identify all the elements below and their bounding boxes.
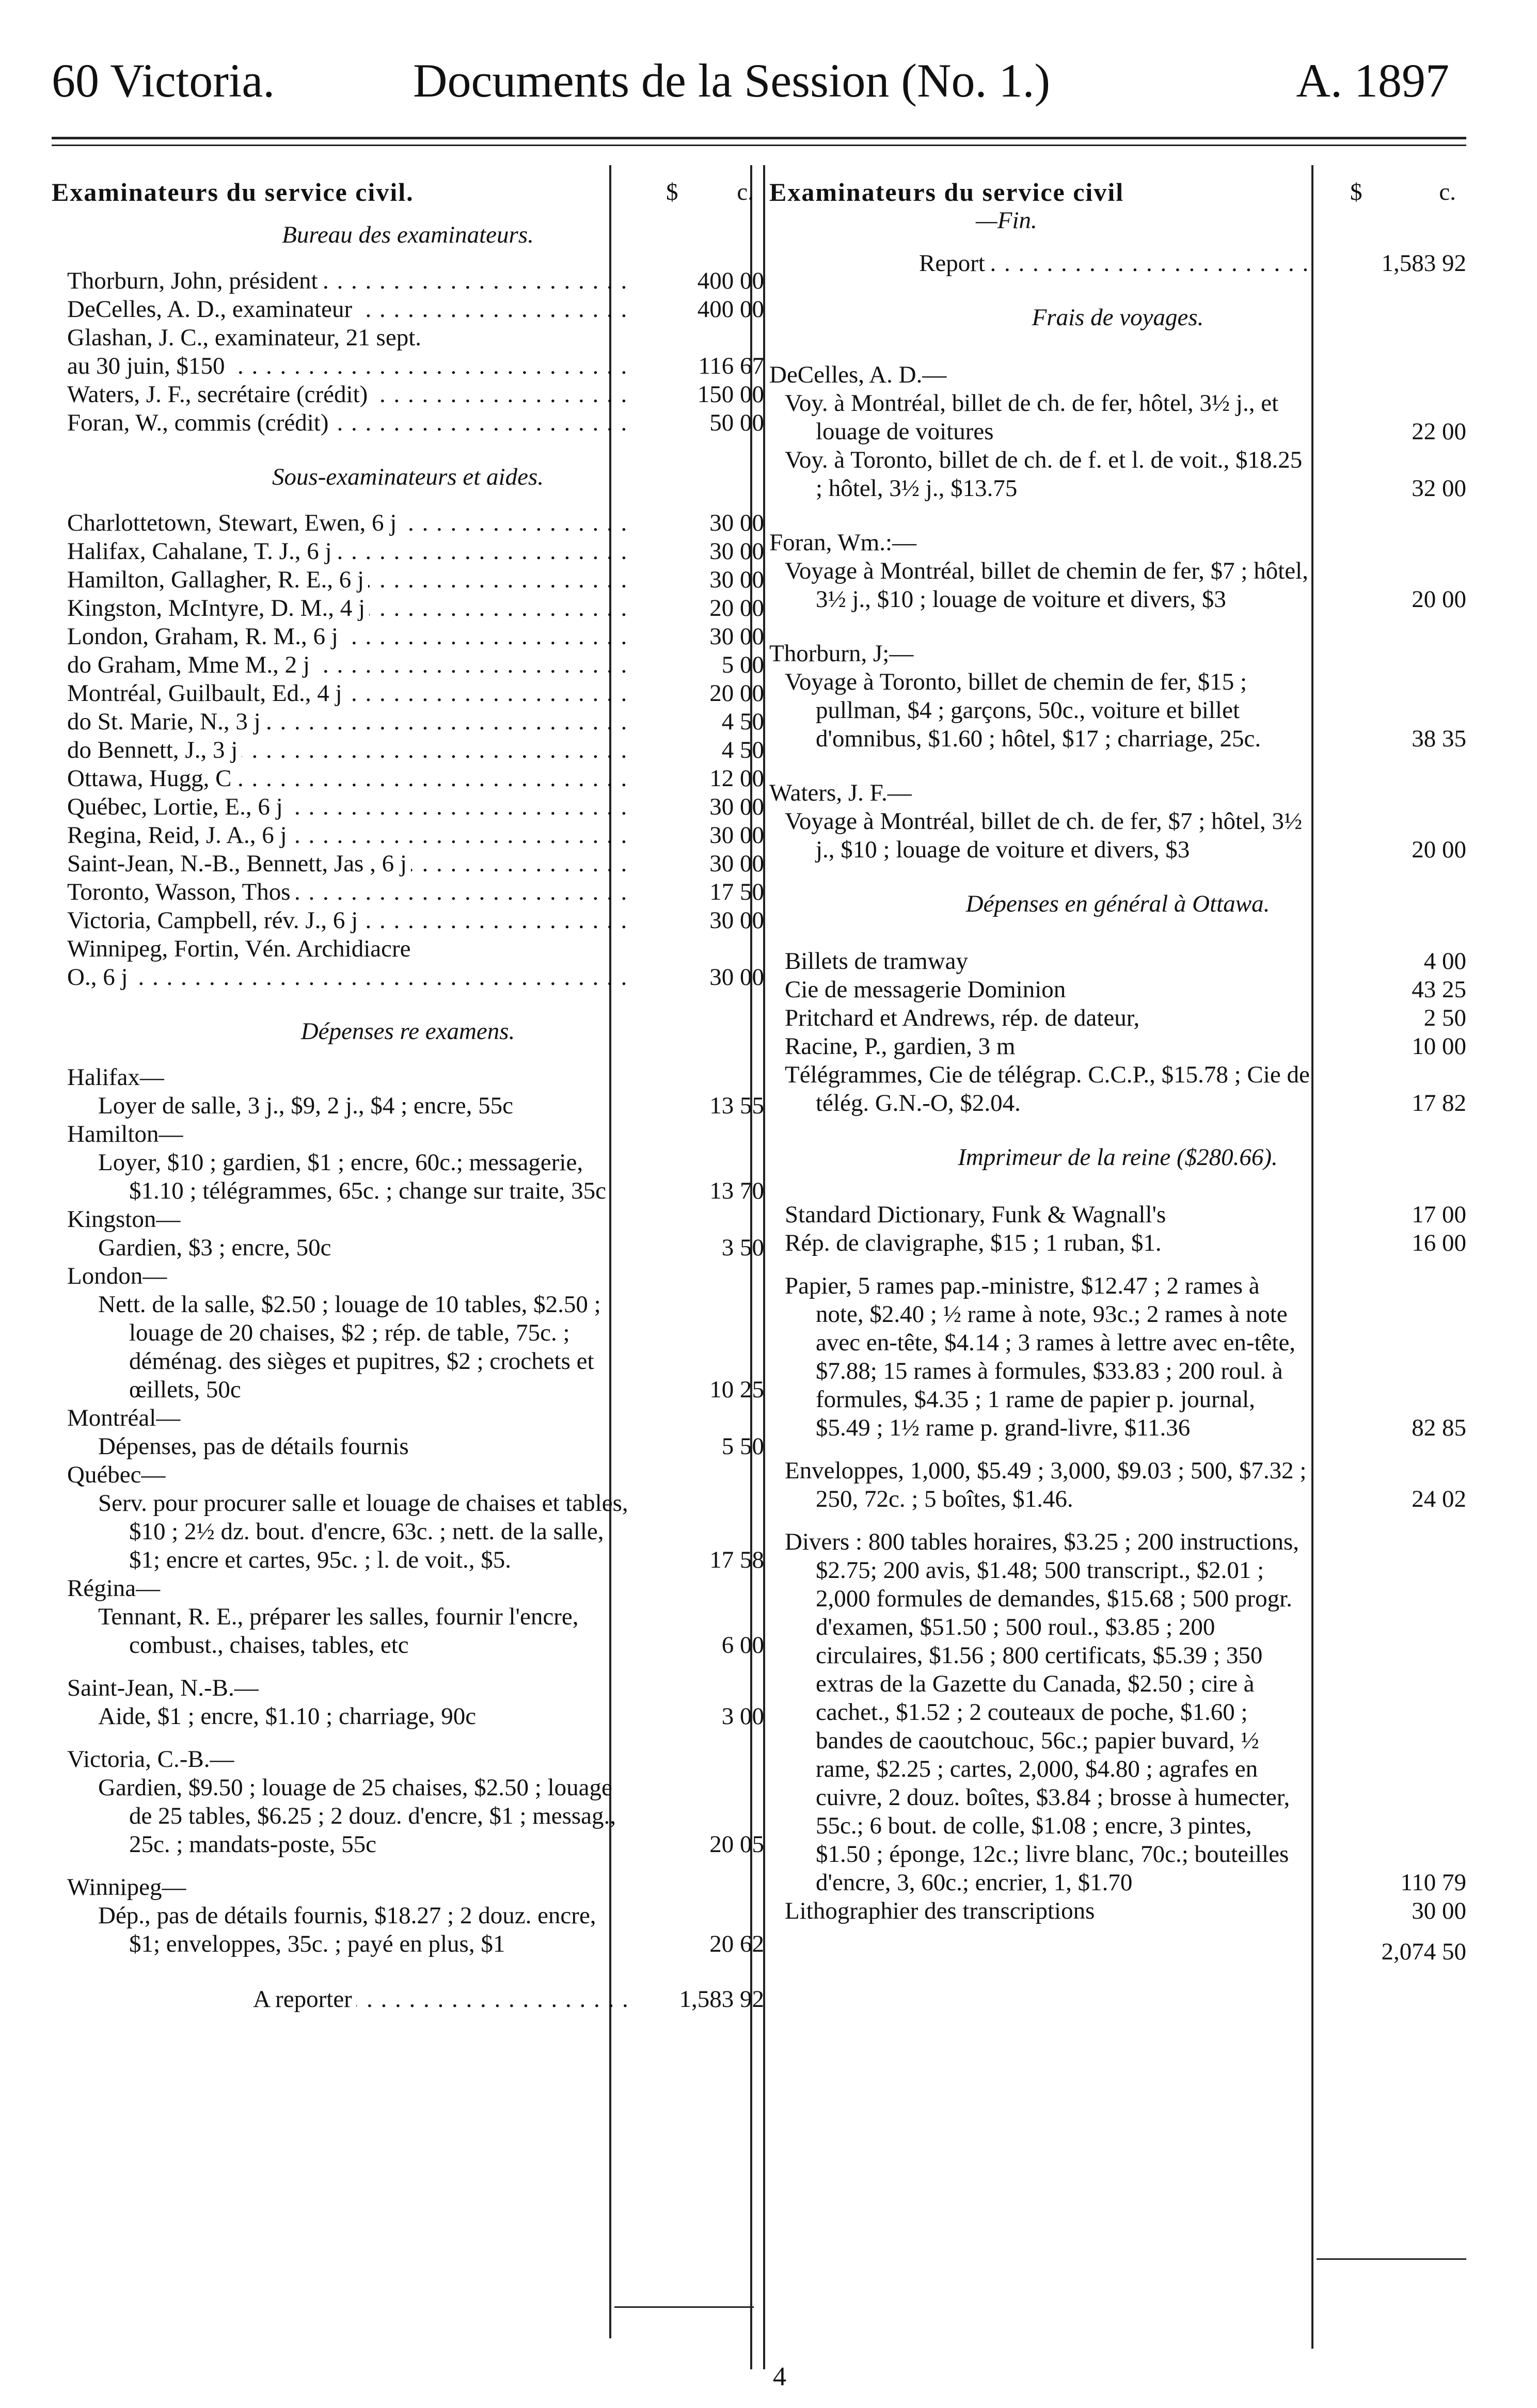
- ledger-row: [769, 389, 1466, 446]
- entry-amount: 30 00: [709, 538, 764, 565]
- entry-amount: 3 00: [721, 1703, 764, 1730]
- entry-description: [67, 566, 630, 594]
- city-name: Kingston—: [67, 1206, 181, 1233]
- entry-text: Hamilton, Gallagher, R. E., 6 j: [67, 566, 368, 593]
- total-text: A reporter: [253, 1986, 356, 2013]
- entry-amount: 30 00: [709, 566, 764, 593]
- spacer: [52, 495, 764, 509]
- entry-text: Waters, J. F., secrétaire (crédit): [67, 381, 372, 408]
- ledger-row: [52, 708, 764, 736]
- spacer: [52, 206, 764, 221]
- spacer: [769, 614, 1466, 640]
- entry-label: Enveloppes, 1,000, $5.49 ; 3,000, $9.03 ; 500, $7.32 ; 250, 72c. ; 5 boîtes, $1.46.: [785, 1457, 1307, 1512]
- entry-description: [67, 708, 630, 736]
- entry-label: Gardien, $3 ; encre, 50c: [98, 1234, 331, 1261]
- entry-text: Québec, Lortie, E., 6 j: [67, 793, 287, 820]
- entry-text: do Bennett, J., 3 j: [67, 737, 242, 763]
- entry-amount: 3 50: [721, 1234, 764, 1261]
- spacer: [769, 1442, 1466, 1457]
- entry-label: Standard Dictionary, Funk & Wagnall's: [785, 1201, 1166, 1228]
- header-rule: [52, 137, 1466, 139]
- subsection-imprimeur: Imprimeur de la reine ($280.66).: [958, 1144, 1278, 1171]
- entry-amount: 30 00: [709, 822, 764, 849]
- entry-amount: 6 00: [721, 1632, 764, 1659]
- entry-label: Papier, 5 rames pap.-ministre, $12.47 ; 2 rames à note, $2.40 ; ½ rame à note, 93c.; 2 rames à note avec en-tête, $4.14 ; 3 rames à lettre avec en-tête, $7.88; 15 rames à formules, $33.83 ; 200 roul. à formules, $4.35 ; 1 rame de papier p. journal, $5.49 ; 1½ rame p. grand-livre, $11.36: [785, 1272, 1296, 1441]
- ledger-row: [769, 1229, 1466, 1257]
- entry-label: [52, 821, 630, 850]
- report-text: Report: [919, 250, 989, 277]
- ledger-row: [52, 651, 764, 679]
- city-name: London—: [67, 1263, 167, 1289]
- entry-description: [67, 793, 630, 821]
- spacer: [769, 1513, 1466, 1528]
- entry-label: Voyage à Montréal, billet de ch. de fer, $7 ; hôtel, 3½ j., $10 ; louage de voiture et divers, $3: [785, 808, 1303, 863]
- entry-label: [52, 566, 630, 594]
- entry-text: Foran, W., commis (crédit): [67, 409, 332, 436]
- entry-label-first-line: Glashan, J. C., examinateur, 21 sept.: [67, 324, 421, 351]
- traveller-name: DeCelles, A. D.—: [769, 361, 947, 388]
- heading-text: Examinateurs du service civil: [769, 178, 1124, 206]
- entry-label: Pritchard et Andrews, rép. de dateur,: [785, 1004, 1140, 1031]
- entry-text: au 30 juin, $150: [67, 353, 229, 379]
- entry-amount: 5 00: [721, 651, 764, 678]
- heading-text: Examinateurs du service civil.: [52, 178, 414, 206]
- entry-amount: 43 25: [1412, 976, 1466, 1003]
- entry-label: Serv. pour procurer salle et louage de chaises et tables, $10 ; 2½ dz. bout. d'encre, 63c. ; nett. de la salle, $1; encre et cartes, 95c. ; l. de voit., $5.: [98, 1490, 628, 1573]
- entry-amount: 30 00: [1412, 1897, 1466, 1924]
- city-name: Hamilton—: [67, 1121, 183, 1147]
- entry-label: [52, 409, 630, 437]
- ledger-row: [52, 623, 764, 651]
- ledger-row: [52, 1603, 764, 1660]
- entry-label: Voy. à Toronto, billet de ch. de f. et l. de voit., $18.25 ; hôtel, 3½ j., $13.75: [785, 446, 1303, 502]
- entry-amount: 50 00: [709, 409, 764, 436]
- ledger-row: [52, 1702, 764, 1731]
- spacer: [52, 1958, 764, 1973]
- spacer: [769, 278, 1466, 304]
- dollar-symbol: $: [666, 179, 678, 205]
- ledger-row: [52, 352, 764, 380]
- ledger-row: [769, 807, 1466, 864]
- entry-description: [67, 906, 630, 935]
- entry-label: Gardien, $9.50 ; louage de 25 chaises, $2.50 ; louage de 25 tables, $6.25 ; 2 douz. d'encre, $1 ; messag., 25c. ; mandats-poste, 55c: [98, 1774, 616, 1858]
- header-right: A. 1897: [1296, 54, 1449, 107]
- spacer: [52, 1731, 764, 1745]
- ledger-row: [769, 668, 1466, 753]
- entry-label: Rép. de clavigraphe, $15 ; 1 ruban, $1.: [785, 1230, 1162, 1256]
- entry-amount: 22 00: [1412, 418, 1466, 445]
- entry-amount: 20 00: [1412, 586, 1466, 613]
- entry-amount: 30 00: [709, 964, 764, 991]
- subsection-voyages: Frais de voyages.: [1032, 304, 1204, 331]
- currency-header: [638, 178, 764, 206]
- ledger-row: [52, 1774, 764, 1859]
- entry-amount: 20 00: [709, 680, 764, 707]
- entry-amount: 82 85: [1412, 1414, 1466, 1441]
- entry-amount: 4 00: [1423, 948, 1466, 975]
- entry-amount: 32 00: [1412, 475, 1466, 502]
- entry-amount: 10 00: [1412, 1033, 1466, 1060]
- ledger-row: [52, 679, 764, 708]
- ledger-row: [52, 566, 764, 594]
- subsection-ottawa: Dépenses en général à Ottawa.: [965, 890, 1270, 917]
- entry-description: [67, 295, 630, 324]
- ledger-row: [769, 1201, 1466, 1229]
- entry-amount: 20 62: [709, 1931, 764, 1957]
- header-left: 60 Victoria.: [52, 54, 275, 107]
- report-label: [769, 249, 1312, 278]
- entry-amount: 2 50: [1423, 1004, 1466, 1031]
- cent-symbol: c.: [1439, 179, 1456, 205]
- entry-amount: 30 00: [709, 793, 764, 820]
- entry-label: [52, 509, 630, 537]
- ledger-row: [52, 1234, 764, 1262]
- entry-amount: 400 00: [697, 296, 764, 323]
- entry-label: Dép., pas de détails fournis, $18.27 ; 2 douz. encre, $1; enveloppes, 35c. ; payé en plus, $1: [98, 1902, 596, 1957]
- entry-amount: 30 00: [709, 907, 764, 934]
- ledger-row: [52, 878, 764, 906]
- entry-text: O., 6 j: [67, 964, 132, 991]
- entry-text: Victoria, Campbell, rév. J., 6 j: [67, 907, 362, 934]
- spacer: [52, 1660, 764, 1674]
- entry-description: [67, 537, 630, 566]
- spacer: [769, 503, 1466, 529]
- ledger-row: [52, 793, 764, 821]
- cent-symbol: c.: [737, 179, 754, 205]
- ledger-row: [52, 1290, 764, 1404]
- heading-continued: —Fin.: [976, 207, 1037, 234]
- spacer: [52, 1049, 764, 1063]
- entry-label: [52, 906, 630, 935]
- entry-label: Dépenses, pas de détails fournis: [98, 1433, 409, 1460]
- entry-description: [67, 736, 630, 764]
- city-name: Winnipeg—: [67, 1874, 186, 1901]
- ledger-row: [769, 1897, 1466, 1925]
- entry-description: [67, 409, 630, 437]
- ledger-row: [52, 963, 764, 992]
- entry-label: [52, 764, 630, 793]
- entry-description: [67, 594, 630, 623]
- entry-label: [52, 878, 630, 906]
- left-total-rule: [614, 2306, 754, 2308]
- entry-label: Racine, P., gardien, 3 m: [785, 1033, 1016, 1060]
- ledger-row: [769, 446, 1466, 503]
- entry-amount: 17 82: [1412, 1090, 1466, 1117]
- ledger-row: [769, 1032, 1466, 1061]
- ledger-row: [769, 1061, 1466, 1118]
- subsection-aides: Sous-examinateurs et aides.: [272, 464, 544, 490]
- ledger-row: [52, 295, 764, 324]
- entry-amount: 116 67: [698, 353, 764, 379]
- ledger-row: [52, 267, 764, 295]
- total-amount: 1,583 92: [679, 1986, 764, 2013]
- total-row: [52, 1973, 764, 2014]
- entry-label: [52, 963, 630, 992]
- entry-text: DeCelles, A. D., examinateur: [67, 296, 356, 323]
- spacer: [769, 1118, 1466, 1143]
- entry-amount: 17 58: [709, 1546, 764, 1573]
- entry-label: Cie de messagerie Dominion: [785, 976, 1066, 1003]
- entry-description: [919, 249, 1312, 278]
- entry-amount: 13 70: [709, 1177, 764, 1204]
- entry-amount: 30 00: [709, 850, 764, 877]
- header-rule-inner: [52, 145, 1466, 146]
- ledger-row: [52, 409, 764, 437]
- entry-label: Billets de tramway: [785, 948, 969, 975]
- subsection-depenses: Dépenses re examens.: [300, 1018, 515, 1045]
- entry-label: Voyage à Montréal, billet de chemin de fer, $7 ; hôtel, 3½ j., $10 ; louage de voiture et divers, $3: [785, 557, 1308, 613]
- entry-amount: 20 05: [709, 1831, 764, 1858]
- city-name: Saint-Jean, N.-B.—: [67, 1675, 259, 1701]
- right-column: [769, 178, 1466, 1966]
- report-row: [769, 249, 1466, 278]
- spacer: [769, 235, 1466, 249]
- ledger-row: [52, 380, 764, 409]
- entry-amount: 4 50: [721, 708, 764, 735]
- ledger-row: [52, 850, 764, 878]
- entry-text: Montréal, Guilbault, Ed., 4 j: [67, 680, 346, 707]
- entry-description: [67, 850, 630, 878]
- total-amount: 2,074 50: [1381, 1938, 1466, 1965]
- report-amount: 1,583 92: [1381, 250, 1466, 277]
- entry-description: [253, 1985, 630, 2014]
- entry-amount: 5 50: [721, 1433, 764, 1460]
- header-center: Documents de la Session (No. 1.): [413, 54, 1051, 107]
- total-label: [52, 1985, 630, 2014]
- ledger-row: [52, 1489, 764, 1574]
- spacer: [769, 753, 1466, 779]
- section-heading: [52, 178, 764, 206]
- entry-label: Télégrammes, Cie de télégrap. C.C.P., $15.78 ; Cie de télég. G.N.-O, $2.04.: [785, 1061, 1310, 1117]
- city-name: Régina—: [67, 1575, 161, 1602]
- entry-text: Regina, Reid, J. A., 6 j: [67, 822, 291, 849]
- ledger-row: [52, 594, 764, 623]
- entry-text: do Graham, Mme M., 2 j: [67, 651, 314, 678]
- city-name: Victoria, C.-B.—: [67, 1746, 234, 1773]
- entry-description: [67, 764, 630, 793]
- entry-text: Saint-Jean, N.-B., Bennett, Jas , 6 j: [67, 850, 411, 877]
- entry-label: [52, 267, 630, 295]
- entry-label: [52, 352, 630, 380]
- entry-label: [52, 651, 630, 679]
- entry-label: Lithographier des transcriptions: [785, 1897, 1095, 1924]
- ledger-row: [769, 1528, 1466, 1897]
- ledger-row: [769, 557, 1466, 614]
- page-number: 4: [773, 2362, 786, 2391]
- entry-amount: 20 00: [709, 595, 764, 621]
- entry-text: Thorburn, John, président: [67, 267, 322, 294]
- entry-amount: 110 79: [1400, 1869, 1466, 1896]
- entry-label: Loyer de salle, 3 j., $9, 2 j., $4 ; encre, 55c: [98, 1092, 513, 1119]
- section-heading: [769, 178, 1466, 206]
- entry-text: London, Graham, R. M., 6 j: [67, 623, 342, 650]
- spacer: [52, 252, 764, 267]
- ledger-row: [52, 1432, 764, 1461]
- entry-amount: 17 50: [709, 879, 764, 905]
- spacer: [769, 335, 1466, 361]
- entry-label: [52, 679, 630, 708]
- spacer: [769, 1257, 1466, 1272]
- entry-text: Toronto, Wasson, Thos: [67, 879, 294, 905]
- traveller-name: Thorburn, J;—: [769, 640, 914, 667]
- ledger-row: [52, 1092, 764, 1120]
- entry-amount: 38 35: [1412, 725, 1466, 752]
- spacer: [769, 864, 1466, 890]
- entry-text: Ottawa, Hugg, C: [67, 765, 236, 792]
- ledger-row: [769, 976, 1466, 1004]
- spacer: [52, 1859, 764, 1873]
- entry-description: [67, 380, 630, 409]
- entry-label: [52, 850, 630, 878]
- entry-label: Divers : 800 tables horaires, $3.25 ; 200 instructions, $2.75; 200 avis, $1.48; 500 transcript., $2.01 ; 2,000 formules de demandes, $15.68 ; 500 progr. d'examen, $51.50 ; 500 roul., $3.85 ; 200 circulaires, $1.56 ; 800 certificats, $5.39 ; 350 extras de la Gazette du Canada, $2.50 ; cire à cachet., $1.52 ; 2 couteaux de poche, $1.60 ; bandes de caoutchouc, 56c.; papier buvard, ½ rame, $2.25 ; cartes, 2,000, $4.80 ; agrafes en cuivre, 2 douz. boîtes, $3.84 ; brosse à humecter, 55c.; 6 bout. de colle, $1.08 ; encre, 3 pintes, $1.50 ; éponge, 12c.; livre blanc, 70c.; bouteilles d'encre, 3, 60c.; encrier, 1, $1.70: [785, 1528, 1299, 1896]
- entry-description: [67, 509, 630, 537]
- entry-amount: 24 02: [1412, 1486, 1466, 1512]
- entry-label: [52, 736, 630, 764]
- entry-label: Nett. de la salle, $2.50 ; louage de 10 tables, $2.50 ; louage de 20 chaises, $2 ; rép. de table, 75c. ; déménag. des sièges et pupitres, $2 ; crochets et œillets, 50c: [98, 1291, 601, 1403]
- ledger-row: [52, 736, 764, 764]
- city-name: Halifax—: [67, 1064, 164, 1091]
- entry-amount: 400 00: [697, 267, 764, 294]
- ledger-row: [52, 906, 764, 935]
- entry-amount: 20 00: [1412, 836, 1466, 863]
- spacer: [769, 1175, 1466, 1201]
- entry-amount: 12 00: [709, 765, 764, 792]
- entry-label: Aide, $1 ; encre, $1.10 ; charriage, 90c: [98, 1703, 477, 1730]
- entry-amount: 17 00: [1412, 1201, 1466, 1228]
- entry-description: [67, 352, 630, 380]
- entry-description: [67, 679, 630, 708]
- entry-label: [52, 708, 630, 736]
- entry-amount: 13 55: [709, 1092, 764, 1119]
- entry-label: Voy. à Montréal, billet de ch. de fer, hôtel, 3½ j., et louage de voitures: [785, 390, 1279, 445]
- entry-label: [52, 537, 630, 566]
- traveller-name: Waters, J. F.—: [769, 779, 912, 806]
- entry-amount: 30 00: [709, 509, 764, 536]
- entry-description: [67, 963, 630, 992]
- ledger-row: [52, 764, 764, 793]
- entry-text: Halifax, Cahalane, T. J., 6 j: [67, 538, 336, 565]
- currency-header: [1319, 178, 1466, 206]
- ledger-row: [769, 1457, 1466, 1513]
- entry-description: [67, 651, 630, 679]
- entry-label: [52, 594, 630, 623]
- ledger-row: [769, 1272, 1466, 1442]
- entry-label: [52, 793, 630, 821]
- entry-description: [67, 267, 630, 295]
- traveller-name: Foran, Wm.:—: [769, 529, 917, 556]
- right-total-rule: [1317, 2258, 1466, 2260]
- entry-text: do St. Marie, N., 3 j: [67, 708, 265, 735]
- spacer: [52, 437, 764, 463]
- ledger-row: [52, 1149, 764, 1205]
- entry-label: [52, 295, 630, 324]
- spacer: [52, 992, 764, 1017]
- ledger-row: [769, 947, 1466, 976]
- entry-amount: 10 25: [709, 1376, 764, 1403]
- entry-label: Tennant, R. E., préparer les salles, fournir l'encre, combust., chaises, tables, etc: [98, 1603, 579, 1659]
- entry-amount: 150 00: [697, 381, 764, 408]
- city-name: Montréal—: [67, 1405, 181, 1431]
- entry-description: [67, 878, 630, 906]
- entry-label: [52, 623, 630, 651]
- ledger-row: [52, 821, 764, 850]
- spacer: [769, 921, 1466, 947]
- entry-description: [67, 623, 630, 651]
- dollar-symbol: $: [1350, 179, 1362, 205]
- entry-amount: 16 00: [1412, 1230, 1466, 1256]
- entry-label: Loyer, $10 ; gardien, $1 ; encre, 60c.; messagerie, $1.10 ; télégrammes, 65c. ; change sur traite, 35c: [98, 1149, 607, 1204]
- city-name: Québec—: [67, 1461, 166, 1488]
- entry-amount: 30 00: [709, 623, 764, 650]
- ledger-row: [52, 537, 764, 566]
- subsection-bureau: Bureau des examinateurs.: [282, 221, 534, 248]
- entry-label: Voyage à Toronto, billet de chemin de fer, $15 ; pullman, $4 ; garçons, 50c., voiture et billet d'omnibus, $1.60 ; hôtel, $17 ; charriage, 25c.: [785, 668, 1261, 752]
- entry-text: Charlottetown, Stewart, Ewen, 6 j: [67, 509, 401, 536]
- ledger-row: [52, 1902, 764, 1958]
- entry-label: [52, 380, 630, 409]
- total-row: [769, 1925, 1466, 1966]
- ledger-row: [769, 1004, 1466, 1032]
- entry-label-first-line: Winnipeg, Fortin, Vén. Archidiacre: [67, 935, 411, 962]
- left-column: [52, 178, 764, 2014]
- ledger-row: [52, 509, 764, 537]
- entry-amount: 4 50: [721, 737, 764, 763]
- entry-description: [67, 821, 630, 850]
- entry-text: Kingston, McIntyre, D. M., 4 j: [67, 595, 369, 621]
